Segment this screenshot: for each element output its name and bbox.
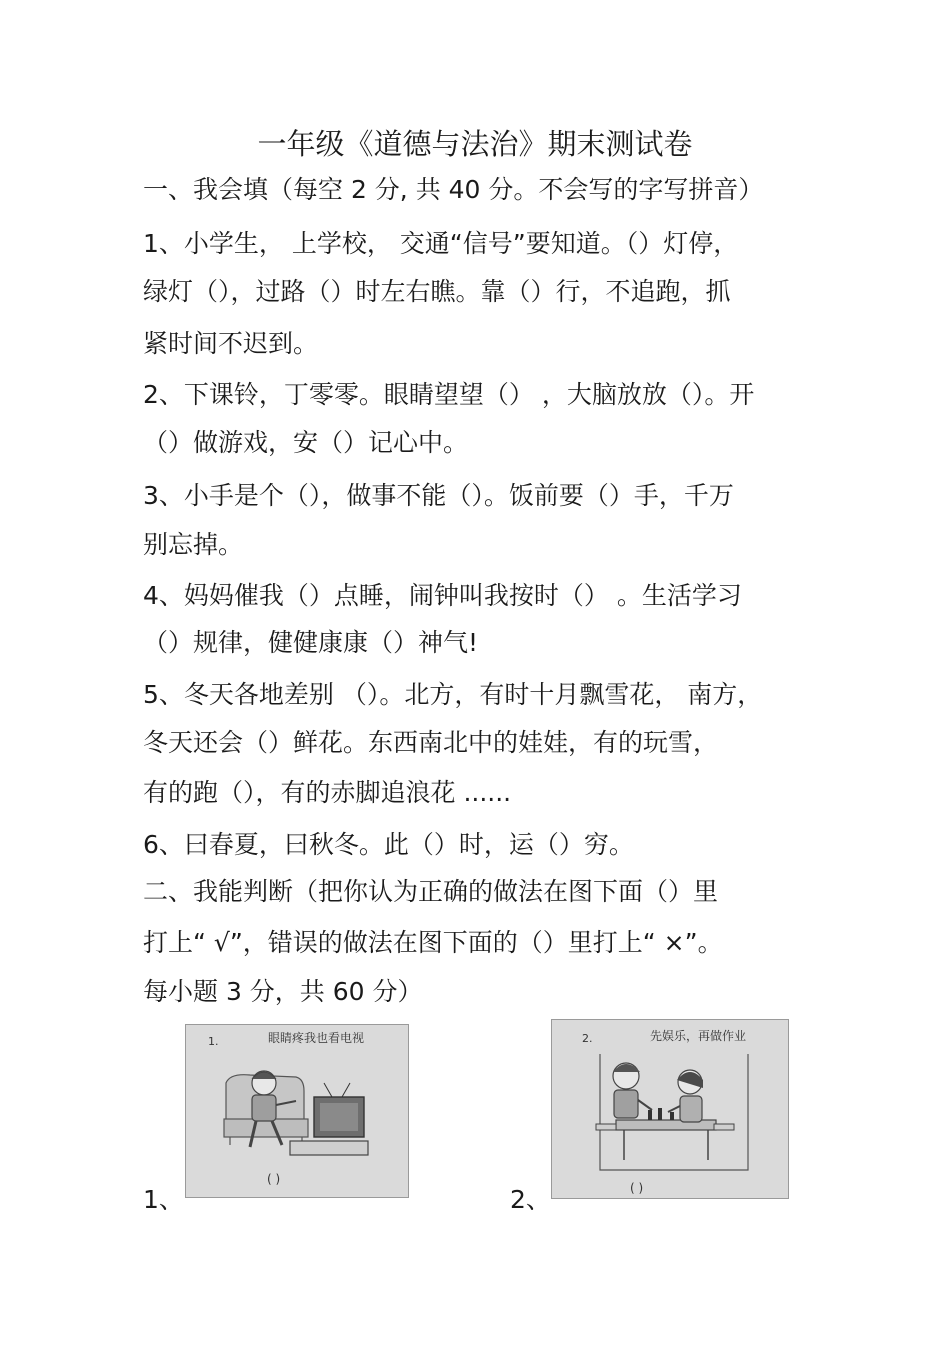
picture-2-illustration	[552, 1020, 788, 1198]
q3-line-2: 别忘掉。	[143, 530, 244, 559]
picture-2	[551, 1019, 789, 1199]
q5-line-3: 有的跑（），有的赤脚追浪花 ......	[143, 778, 512, 807]
picture-2-answer-blank: ( )	[630, 1181, 644, 1195]
q1-line-2: 绿灯（），过路（）时左右瞧。靠（）行，不追跑，抓	[143, 277, 731, 306]
picture-2-caption: 先娱乐，再做作业	[650, 1029, 747, 1043]
picture-1-label: 1、	[143, 1185, 184, 1214]
q3-line-1: 3、小手是个（），做事不能（）。饭前要（）手，千万	[143, 481, 734, 510]
section1-heading: 一、我会填（每空 2 分, 共 40 分。不会写的字写拼音）	[143, 175, 764, 204]
section2-line-3: 每小题 3 分，共 60 分）	[143, 977, 423, 1006]
picture-1-caption: 眼睛疼我也看电视	[268, 1031, 365, 1045]
q2-line-2: （）做游戏，安（）记心中。	[143, 428, 469, 457]
q1-line-1: 1、小学生， 上学校， 交通“信号”要知道。（）灯停，	[143, 229, 739, 258]
q5-line-2: 冬天还会（）鲜花。东西南北中的娃娃，有的玩雪，	[143, 728, 719, 757]
q1-line-3: 紧时间不迟到。	[143, 329, 319, 358]
page-title: 一年级《道德与法治》期末测试卷	[257, 127, 693, 161]
q5-line-1: 5、冬天各地差别 （）。北方，有时十月飘雪花， 南方，	[143, 680, 763, 709]
picture-1-number: 1.	[208, 1035, 219, 1048]
section2-line-2: 打上“ √”，错误的做法在图下面的（）里打上“ ×”。	[143, 928, 723, 957]
q6-line-1: 6、曰春夏，曰秋冬。此（）时，运（）穷。	[143, 830, 634, 859]
q2-line-1: 2、下课铃，丁零零。眼睛望望（） ，大脑放放（）。开	[143, 380, 755, 409]
picture-2-label: 2、	[510, 1185, 551, 1214]
picture-2-number: 2.	[582, 1032, 593, 1045]
q4-line-2: （）规律，健健康康（）神气!	[143, 628, 479, 657]
picture-1	[185, 1024, 409, 1198]
picture-1-answer-blank: ( )	[267, 1172, 281, 1186]
q4-line-1: 4、妈妈催我（）点睡，闹钟叫我按时（） 。生活学习	[143, 581, 742, 610]
section2-line-1: 二、我能判断（把你认为正确的做法在图下面（）里	[143, 877, 719, 906]
picture-1-illustration	[186, 1025, 408, 1197]
